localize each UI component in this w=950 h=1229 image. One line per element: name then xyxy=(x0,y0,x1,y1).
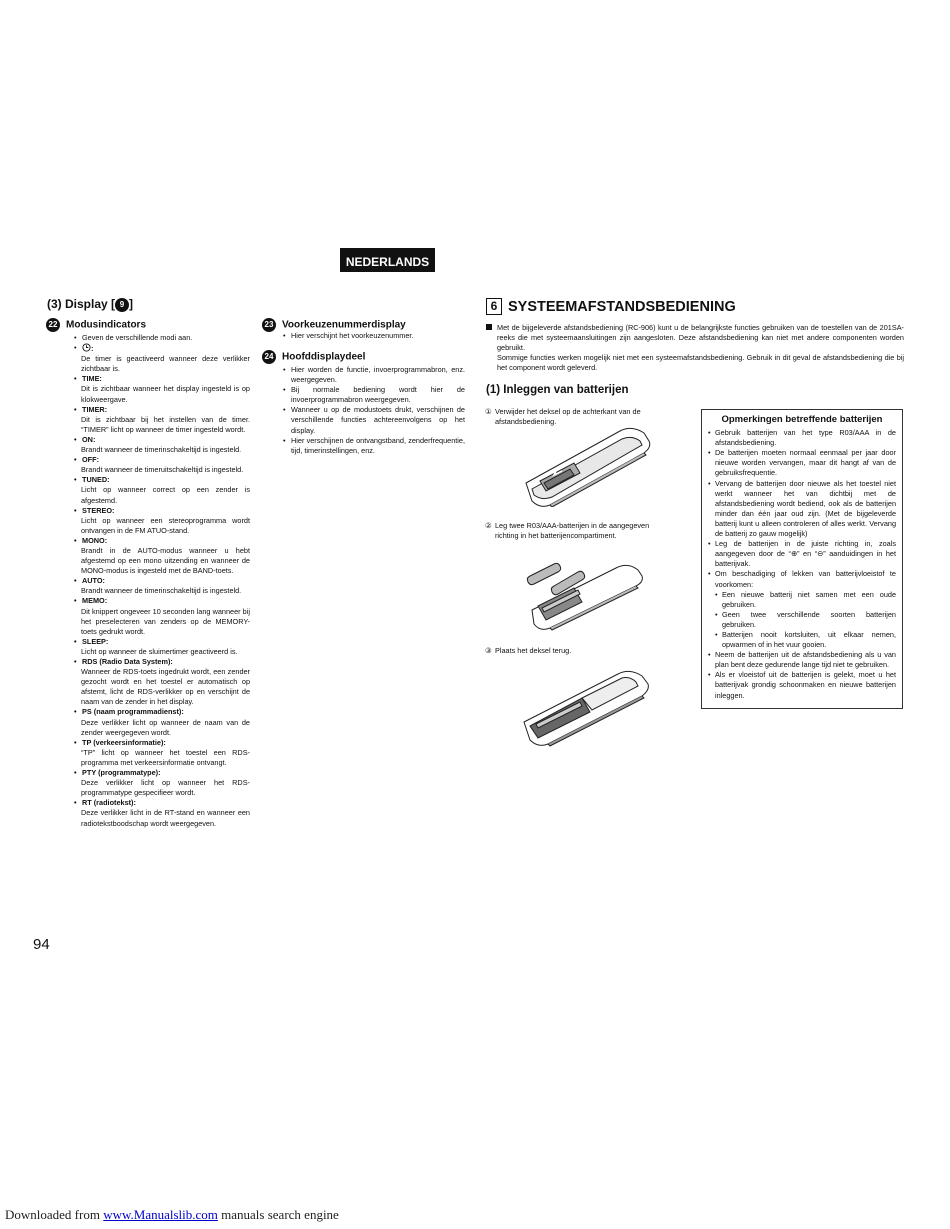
voorkeuze-list xyxy=(283,331,465,341)
system-title: SYSTEEMAFSTANDSBEDIENING xyxy=(508,299,736,315)
remote-battery-insert-illustration xyxy=(520,560,648,632)
modus-term-desc: Licht op wanneer een stereoprogramma wordt ontvangen in de FM ATUO-stand. xyxy=(81,515,250,535)
modus-term-desc: Wanneer de RDS-toets ingedrukt wordt, een zender gezocht wordt en het toestel er automatisch op afstemt, licht de RDS-verlikker op en verschijnt de naam van de zender in het display. xyxy=(81,667,250,707)
step-2-text: Leg twee R03/AAA-batterijen in de aangegeven richting in het batterijencompartiment. xyxy=(495,521,650,541)
step-2-number: ② xyxy=(485,521,492,530)
hoofd-item: • Wanneer u op de modustoets drukt, verschijnen de verschillende functies achtereenvolgens op het display. xyxy=(283,405,465,435)
step-3-number: ③ xyxy=(485,646,492,655)
battery-step-2 xyxy=(485,521,665,541)
footer-prefix: Downloaded from xyxy=(5,1207,104,1222)
modus-heading xyxy=(50,318,146,332)
display-title-prefix: (3) Display [ xyxy=(47,297,116,311)
notes-title: Opmerkingen betreffende batterijen xyxy=(721,414,883,425)
note-item: • Leg de batterijen in de juiste richting in, zoals aangegeven door de “⊕” en “⊖” aanduidingen in het batterijvak. xyxy=(708,539,896,569)
voorkeuze-heading xyxy=(266,318,406,332)
modus-term: • PS (naam programmadienst): xyxy=(74,707,250,717)
hoofd-item: • Hier verschijnen de ontvangstband, zenderfrequentie, tijd, timerinstellingen, enz. xyxy=(283,436,465,456)
modus-term: • AUTO: xyxy=(74,576,250,586)
modus-term: • SLEEP: xyxy=(74,637,250,647)
hoofd-number: 24 xyxy=(262,350,276,364)
modus-term: • TIMER: xyxy=(74,405,250,415)
modus-term: • TIME: xyxy=(74,374,250,384)
modus-term-desc: Deze verlikker licht in de RT-stand en wanneer een radiotekstboodschap wordt weergegeven. xyxy=(81,808,250,828)
page-number: 94 xyxy=(33,936,50,953)
display-title-suffix: ] xyxy=(129,297,134,311)
modus-number: 22 xyxy=(46,318,60,332)
modus-term: • RDS (Radio Data System): xyxy=(74,657,250,667)
system-section-number: 6 xyxy=(486,298,502,315)
hoofd-title: Hoofddisplaydeel xyxy=(282,351,366,363)
modus-term-desc: Deze verlikker licht op wanneer het RDS-programmatype gespecifieer wordt. xyxy=(81,778,250,798)
hoofd-item: • Bij normale bediening wordt hier de invoerprogrammabron weergegeven. xyxy=(283,385,465,405)
manualslib-link[interactable]: www.Manualslib.com xyxy=(103,1207,218,1222)
system-heading xyxy=(486,298,736,315)
footer-suffix: manuals search engine xyxy=(217,1207,339,1222)
modus-term: • OFF: xyxy=(74,455,250,465)
voorkeuze-title: Voorkeuzenummerdisplay xyxy=(282,319,406,331)
note-item: • Als er vloeistof uit de batterijen is gelekt, moet u het batterijvak grondig schoonmaken en nieuwe batterijen inleggen. xyxy=(708,670,896,700)
modus-term-desc: Deze verlikker licht op wanneer de naam van de zender weergegeven wordt. xyxy=(81,717,250,737)
modus-term-desc: Brandt wanneer de timeruitschakeltijd is ingesteld. xyxy=(81,465,244,475)
step-1-number: ① xyxy=(485,407,492,416)
modus-term-desc: Dit knippert ongeveer 10 seconden lang wanneer bij het preselecteren van zenders op de MEMORY-toets gedrukt wordt. xyxy=(81,606,250,636)
step-1-text: Verwijder het deksel op de achterkant van de afstandsbediening. xyxy=(495,407,641,427)
modus-intro: • Geven de verschillende modi aan. xyxy=(74,333,250,343)
modus-term: • ON: xyxy=(74,435,250,445)
remote-cover-removal-illustration xyxy=(522,425,654,507)
modus-term: • TUNED: xyxy=(74,475,250,485)
display-title-number: 9 xyxy=(115,298,129,312)
note-sub-item: • Geen twee verschillende soorten batterijen gebruiken. xyxy=(708,610,896,630)
modus-term-desc: Brandt wanneer de timerinschakeltijd is ingesteld. xyxy=(81,445,242,455)
modus-term: • TP (verkeersinformatie): xyxy=(74,738,250,748)
modus-term-desc: Dit is zichtbaar wanneer het display ingesteld is op klokweergave. xyxy=(81,384,250,404)
note-item: • Vervang de batterijen door nieuwe als het toestel niet werkt wanneer het van dichtbij met de afstandsbediening wordt bediend, ook als de batterijen minder dan één jaar oud zijn. (Met de bijgeleverde batterij kunt u alleen controleren of alles werkt. Vervang de batterij zo gauw mogelijk) xyxy=(708,479,896,540)
battery-step-3 xyxy=(485,646,665,656)
modus-term: • STEREO: xyxy=(74,506,250,516)
voorkeuze-item: • Hier verschijnt het voorkeuzenummer. xyxy=(283,331,465,341)
modus-term-desc: Dit is zichtbaar bij het instellen van de timer. “TIMER” licht op wanneer de timer ingesteld wordt. xyxy=(81,414,250,434)
hoofd-item: • Hier worden de functie, invoerprogrammabron, enz. weergegeven. xyxy=(283,365,465,385)
modus-term: • MEMO: xyxy=(74,596,250,606)
note-item: • Gebruik batterijen van het type R03/AAA in de afstandsbediening. xyxy=(708,428,896,448)
note-item: • Om beschadiging of lekken van batterijvloeistof te voorkomen: xyxy=(708,569,896,589)
voorkeuze-number: 23 xyxy=(262,318,276,332)
modus-term: • MONO: xyxy=(74,536,250,546)
modus-term-desc: Licht op wanneer de sluimertimer geactiveerd is. xyxy=(81,646,238,656)
modus-term: • RT (radiotekst): xyxy=(74,798,250,808)
clock-icon xyxy=(82,343,91,352)
system-intro-1: Met de bijgeleverde afstandsbediening (RC-906) kunt u de belangrijkste functies gebruiken van de toestellen van de 201SA-reeks die met systeemaansluitingen zijn aangesloten. Deze afstandsbediening kan niet met andere componenten worden gebruikt. xyxy=(497,323,904,353)
modus-list xyxy=(74,333,250,829)
modus-term: • PTY (programmatype): xyxy=(74,768,250,778)
language-badge: NEDERLANDS xyxy=(340,248,435,272)
footer xyxy=(5,1207,339,1223)
timer-icon-desc: De timer is geactiveerd wanneer deze verlikker zichtbaar is. xyxy=(81,354,250,374)
hoofd-heading xyxy=(266,350,365,364)
timer-icon-item: • : xyxy=(74,343,250,354)
display-section-title xyxy=(47,297,133,312)
step-3-text: Plaats het deksel terug. xyxy=(495,646,572,655)
battery-notes-box xyxy=(701,409,903,709)
note-item: • Neem de batterijen uit de afstandsbediening als u van plan bent deze gedurende lange tijd niet te gebruiken. xyxy=(708,650,896,670)
batteries-title: (1) Inleggen van batterijen xyxy=(486,384,629,396)
modus-title: Modusindicators xyxy=(66,319,147,331)
modus-term-desc: Licht op wanneer correct op een zender is afgestemd. xyxy=(81,485,250,505)
system-intro xyxy=(486,323,904,373)
modus-term-desc: “TP” licht op wanneer het toestel een RDS-programma met verkeersinformatie ontvangt. xyxy=(81,747,250,767)
note-sub-item: • Batterijen nooit kortsluiten, uit elkaar nemen, opwarmen of in het vuur gooien. xyxy=(708,630,896,650)
remote-cover-replace-illustration xyxy=(518,668,652,748)
note-item: • De batterijen moeten normaal eenmaal per jaar door nieuwe worden vervangen, maar dit hangt af van de gebruiksfrequentie. xyxy=(708,448,896,478)
hoofd-list xyxy=(283,365,465,456)
note-sub-item: • Een nieuwe batterij niet samen met een oude gebruiken. xyxy=(708,590,896,610)
modus-term-desc: Brandt in de AUTO-modus wanneer u hebt afgestemd op een mono uitzending en wanneer de MONO-modus is ingesteld met de BAND-toets. xyxy=(81,545,250,576)
modus-term-desc: Brandt wanneer de timerinschakeltijd is ingesteld. xyxy=(81,586,242,596)
system-intro-2: Sommige functies werken mogelijk niet met een systeemafstandsbediening. Gebruik in dit geval de afstandsbediening die bij het component wordt geleverd. xyxy=(497,353,904,373)
